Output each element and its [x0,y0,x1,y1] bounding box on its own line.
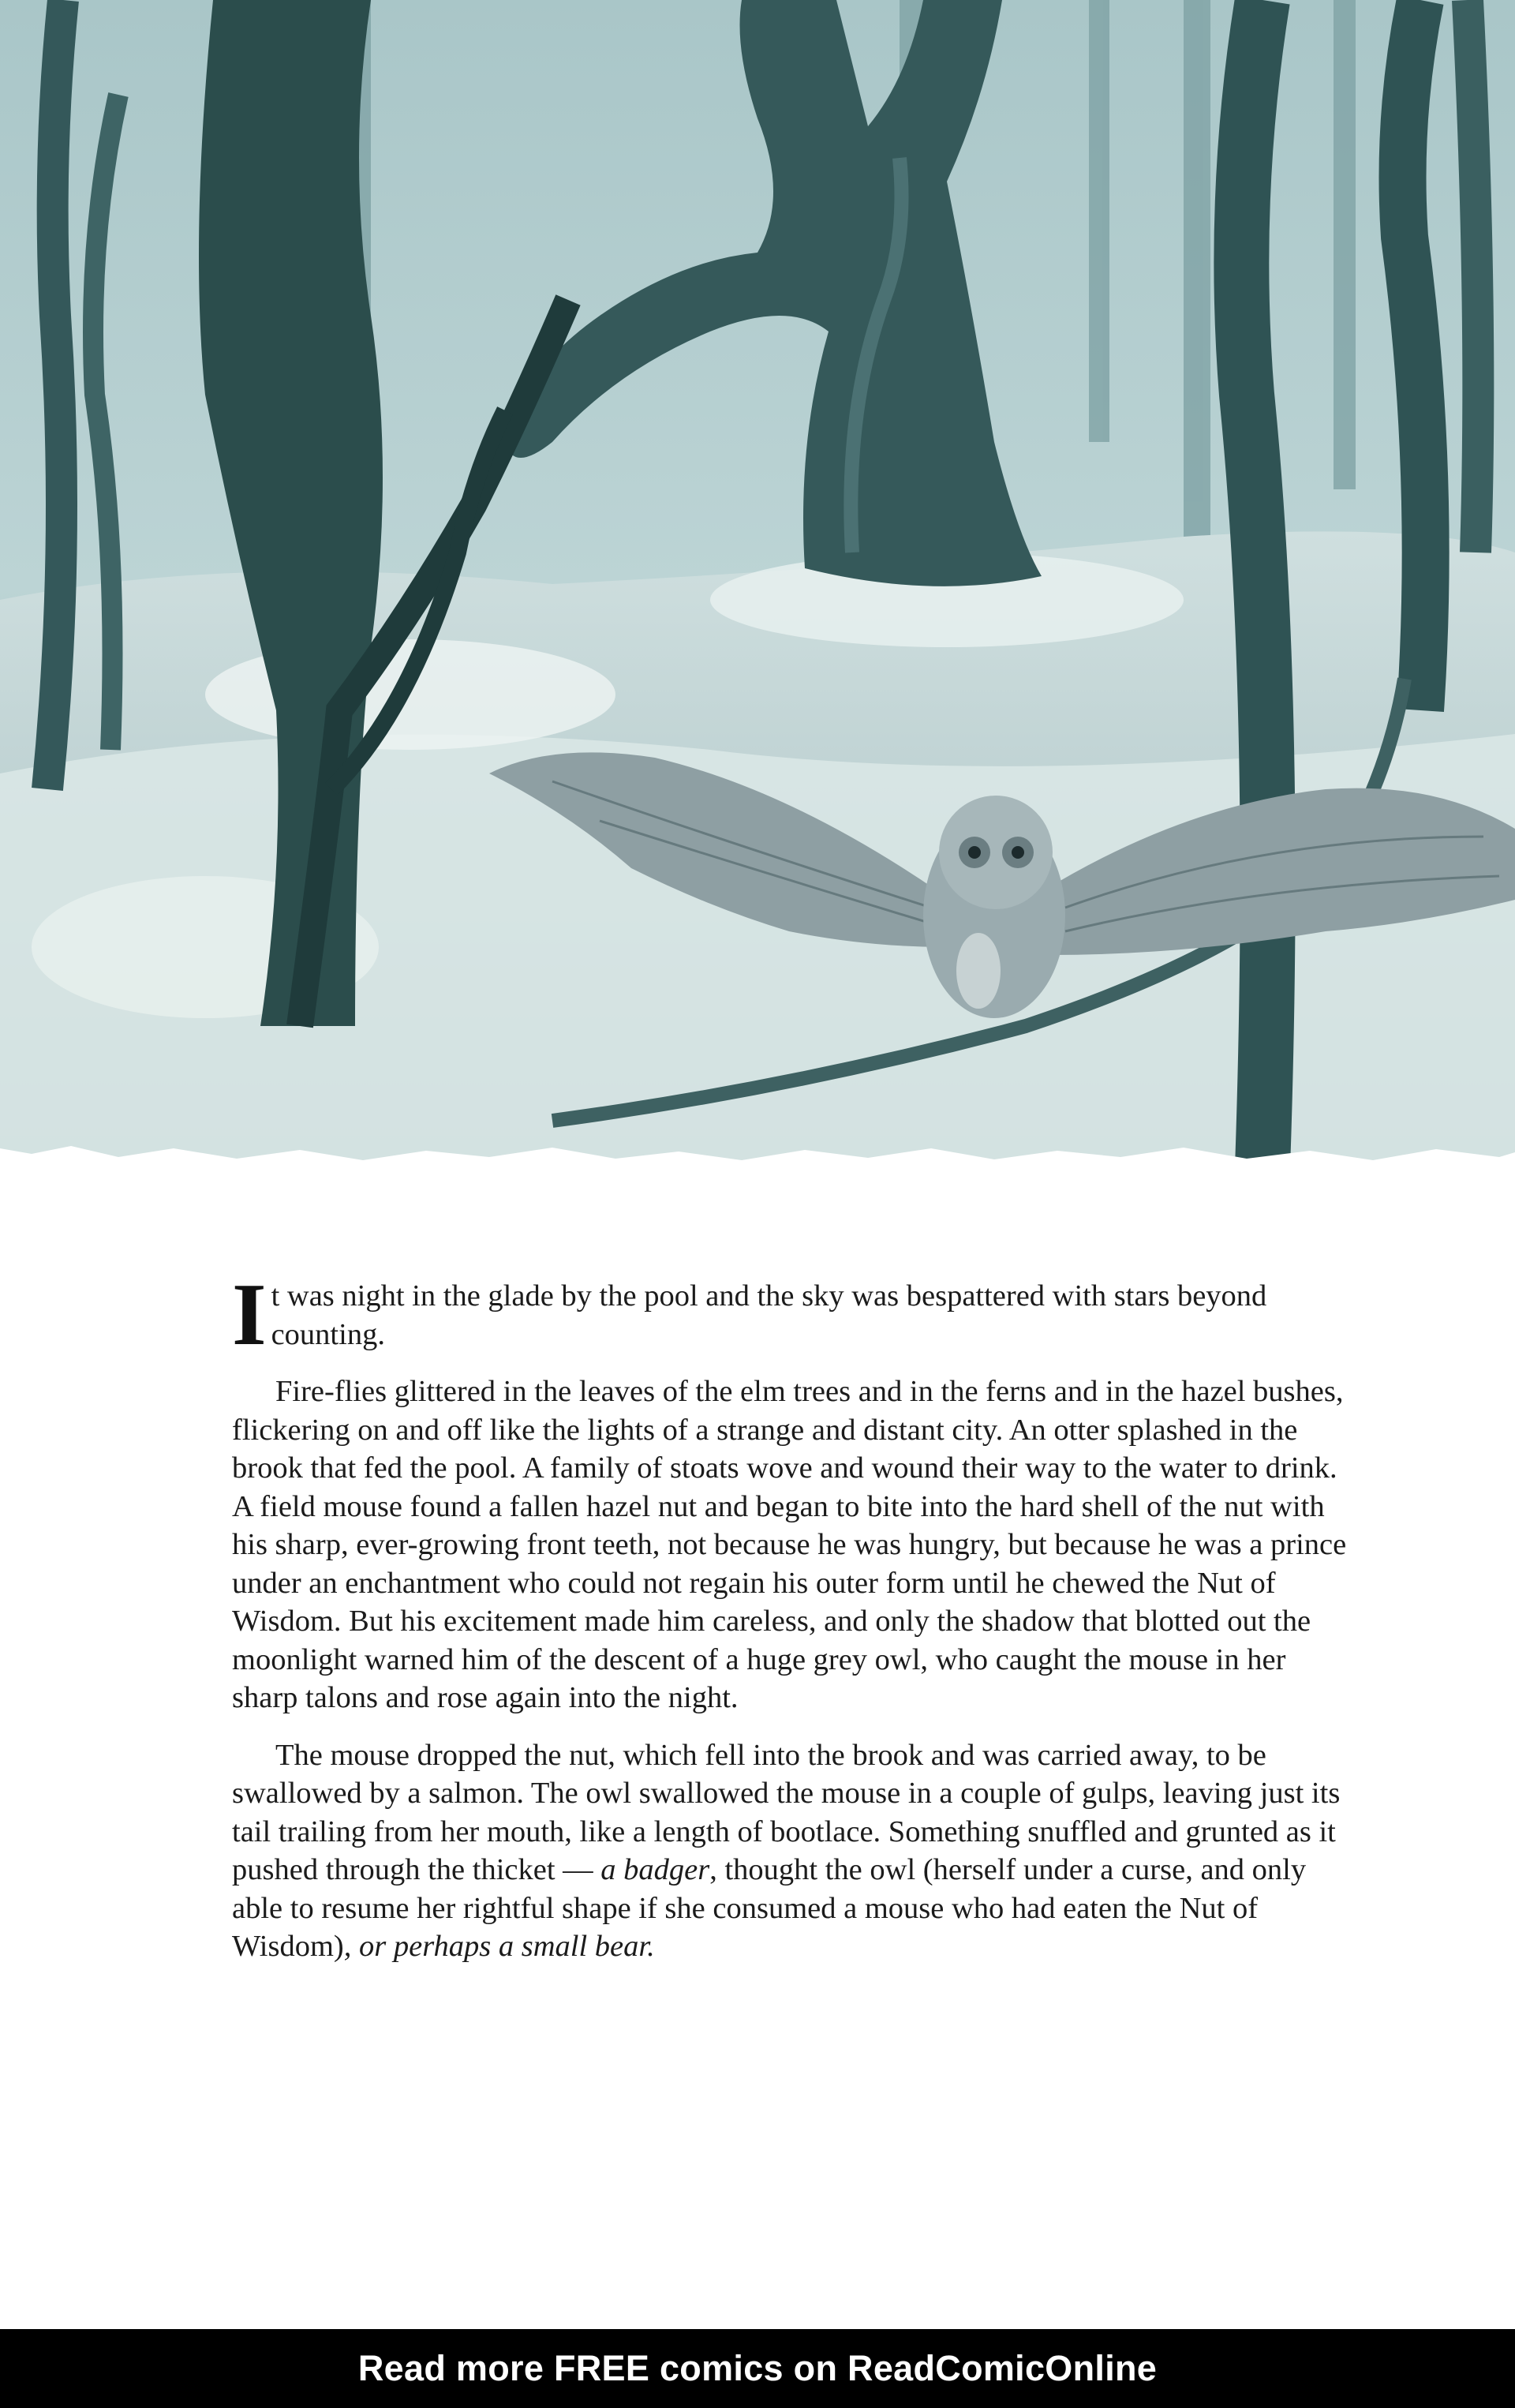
paragraph-3-text-b: , thought the owl (herself under a curse, and only able to resume her rightful shape if she consumed a mouse who had eaten the Nut of Wisdom) [232,1853,1307,1963]
footer-link-text[interactable]: Read more FREE comics on ReadComicOnline [357,2348,1158,2388]
paragraph-3-italic-badger: a badger [600,1853,710,1886]
drop-cap: I [232,1266,267,1364]
story-paragraph-2: Fire-flies glittered in the leaves of the elm trees and in the ferns and in the hazel bushes, flickering on and off like the lights of a strange and distant city. An otter splashed in the brook that fed the pool. A family of stoats wove and wound their way to the water to drink. A field mouse found a fallen hazel nut and began to bite into the hard shell of the nut with his sharp, ever-growing front teeth, not because he was hungry, but because he was a prince under an enchantment who could not regain his outer form until he chewed the Nut of Wisdom. But his excitement made him careless, and only the shadow that blotted out the moonlight warned him of the descent of a huge grey owl, who caught the mouse in her sharp talons and rose again into the night. [232,1375,1347,1714]
story-paragraph-1 [232,1266,1352,1364]
paragraph-3-text-a: The mouse dropped the nut, which fell into the brook and was carried away, to be swallowed by a salmon. The owl swallowed the mouse in a couple of gulps, leaving just its tail trailing from her mouth, like a length of bootlace. Something snuffled and grunted as it pushed through the thicket — [232,1738,1341,1886]
paragraph-1-text: t was night in the glade by the pool and the sky was bespattered with stars beyond counting. [271,1279,1267,1351]
story-paragraph-3 [232,1736,1352,1966]
story-text [232,1266,1352,1985]
paragraph-3-italic-bear: , or perhaps a small bear. [343,1930,655,1963]
footer-banner[interactable] [0,2329,1515,2408]
forest-owl-illustration [0,0,1515,1168]
